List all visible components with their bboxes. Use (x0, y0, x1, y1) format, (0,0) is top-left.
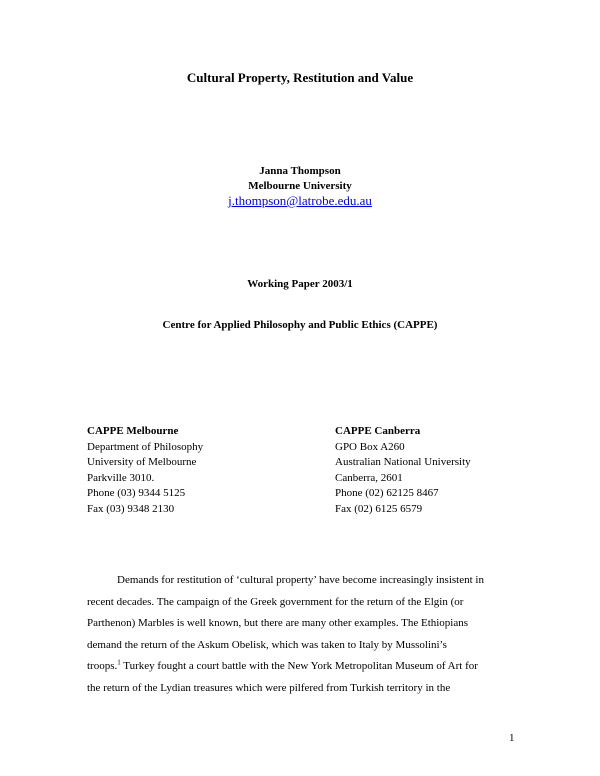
author-name: Janna Thompson (259, 165, 341, 177)
address-line: University of Melbourne (87, 456, 197, 469)
address-line: GPO Box A260 (335, 440, 405, 453)
body-line-start: troops. (87, 660, 118, 672)
address-heading: CAPPE Canberra (335, 425, 421, 437)
address-fax: Fax (02) 6125 6579 (335, 502, 423, 515)
centre-name: Centre for Applied Philosophy and Public Ethics (CAPPE) (162, 319, 438, 331)
body-line: Parthenon) Marbles is well known, but there are many other examples. The Ethiopians (87, 617, 469, 629)
address-line: Australian National University (335, 456, 471, 469)
page-number: 1 (509, 732, 515, 744)
author-affiliation: Melbourne University (248, 180, 352, 192)
body-paragraph (87, 570, 517, 699)
body-line-cont: Turkey fought a court battle with the New York Metropolitan Museum of Art for (120, 660, 478, 672)
body-line (87, 656, 517, 678)
working-paper-number: Working Paper 2003/1 (247, 278, 353, 290)
paper-title: Cultural Property, Restitution and Value (186, 70, 414, 85)
address-heading: CAPPE Melbourne (87, 425, 179, 437)
address-block-canberra (335, 424, 471, 518)
address-line: Canberra, 2601 (335, 471, 403, 484)
body-line: the return of the Lydian treasures which were pilfered from Turkish territory in the (87, 681, 451, 694)
address-block-melbourne (87, 424, 203, 518)
address-fax: Fax (03) 9348 2130 (87, 502, 175, 515)
address-line: Parkville 3010. (87, 471, 155, 484)
body-line: recent decades. The campaign of the Greek government for the return of the Elgin (or (87, 595, 464, 608)
address-phone: Phone (03) 9344 5125 (87, 487, 186, 500)
footnote-marker[interactable]: 1 (117, 658, 121, 667)
address-line: Department of Philosophy (87, 440, 204, 453)
body-line: demand the return of the Askum Obelisk, which was taken to Italy by Mussolini’s (87, 638, 447, 651)
address-phone: Phone (02) 62125 8467 (335, 487, 439, 500)
author-email-link[interactable]: j.thompson@latrobe.edu.au (228, 193, 372, 208)
body-line: Demands for restitution of ‘cultural property’ have become increasingly insistent in (117, 574, 484, 586)
